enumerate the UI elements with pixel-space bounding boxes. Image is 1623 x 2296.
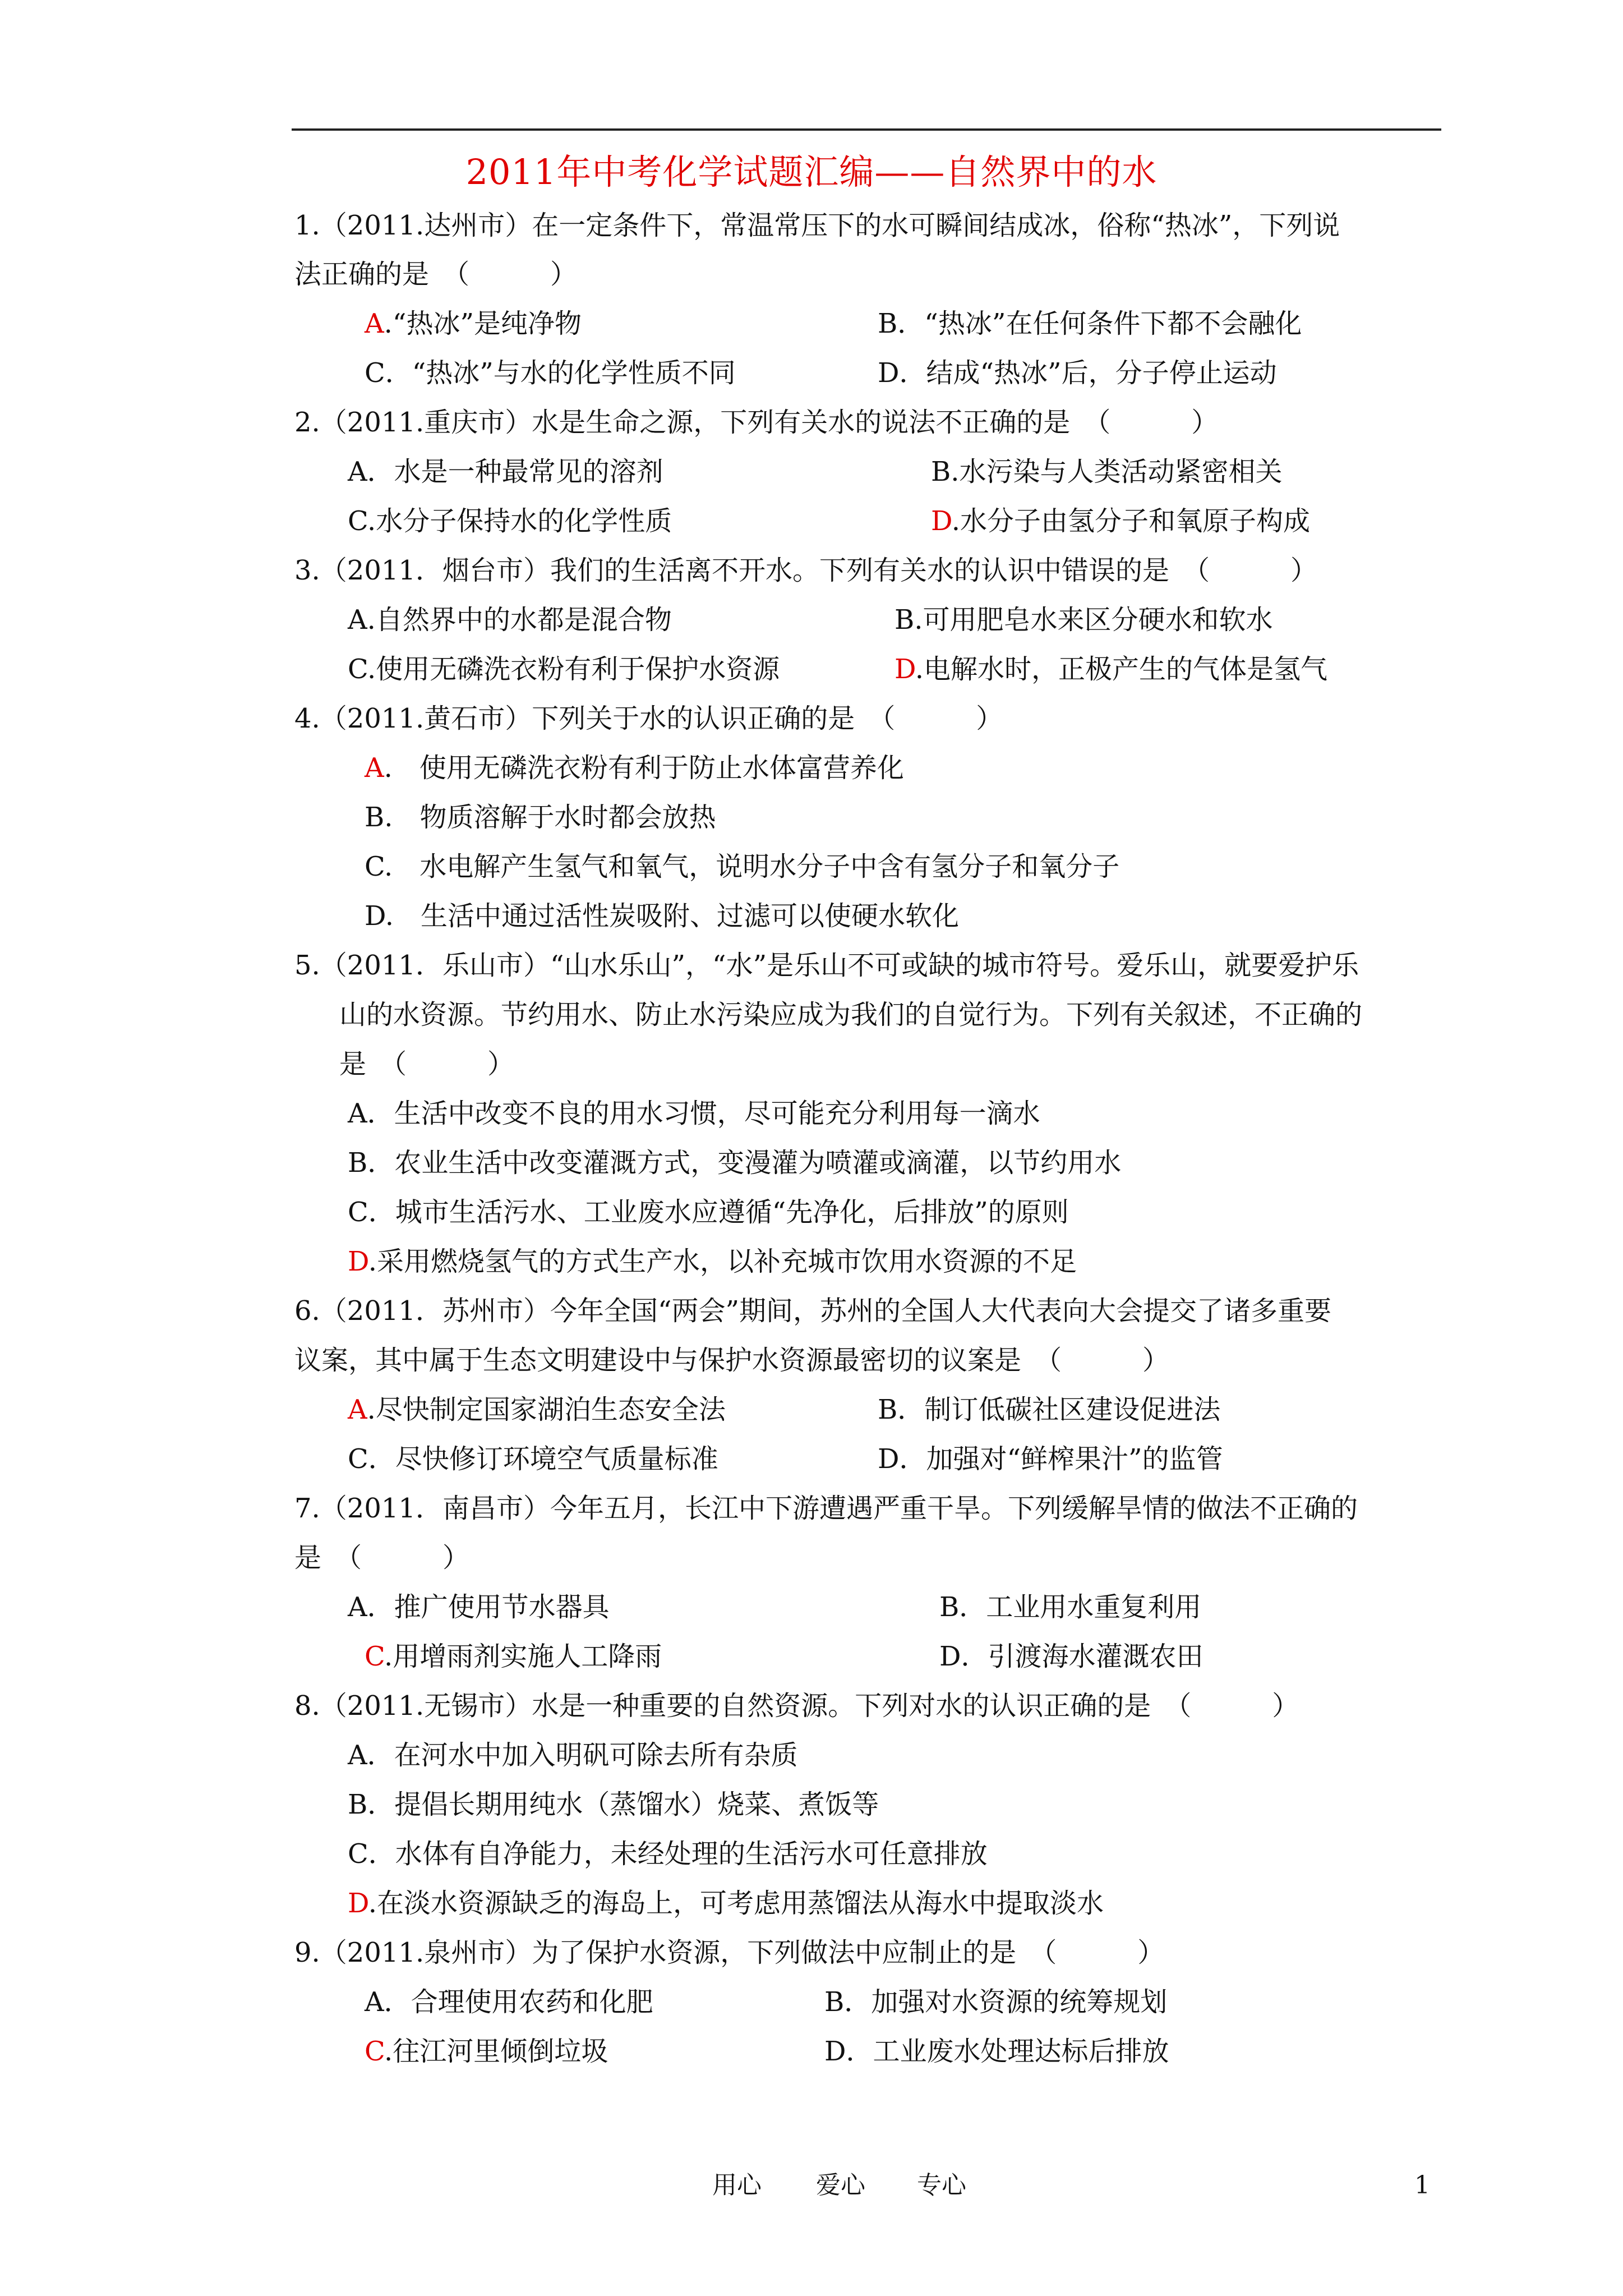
q9-option-a: A．合理使用农药和化肥: [365, 1986, 653, 2018]
answer-key-marker: D: [348, 1888, 368, 1919]
q2-stem-line1: 2.（2011.重庆市）水是生命之源，下列有关水的说法不正确的是 （ ）: [294, 407, 1219, 438]
q1-option-b: B．“热冰”在任何条件下都不会融化: [878, 308, 1302, 339]
q5-option-c: C．城市生活污水、工业废水应遵循“先净化，后排放”的原则: [348, 1197, 1069, 1228]
answer-key-marker: D: [348, 1246, 368, 1277]
q5-option-b: B．农业生活中改变灌溉方式，变漫灌为喷灌或滴灌，以节约用水: [348, 1147, 1122, 1179]
q6-stem-line2: 议案，其中属于生态文明建设中与保护水资源最密切的议案是 （ ）: [294, 1345, 1170, 1376]
q8-stem-line1: 8.（2011.无锡市）水是一种重要的自然资源。下列对水的认识正确的是 （ ）: [294, 1690, 1299, 1722]
q6-option-c: C．尽快修订环境空气质量标准: [348, 1443, 718, 1475]
answer-key-marker: D: [895, 654, 915, 685]
q7-option-b: B．工业用水重复利用: [939, 1591, 1202, 1623]
q3-option-a: A.自然界中的水都是混合物: [348, 604, 672, 636]
q6-option-d: D．加强对“鲜榨果汁”的监管: [878, 1443, 1223, 1475]
q4-option-a: A. 使用无磷洗衣粉有利于防止水体富营养化: [365, 752, 904, 784]
q6-option-b: B．制订低碳社区建设促进法: [878, 1394, 1221, 1425]
q1-option-a: A.“热冰”是纯净物: [365, 308, 582, 339]
q4-stem-line1: 4.（2011.黄石市）下列关于水的认识正确的是 （ ）: [294, 703, 1003, 734]
q5-stem-line1: 5.（2011．乐山市）“山水乐山”，“水”是乐山不可或缺的城市符号。爱乐山，就要爱护乐: [294, 950, 1359, 981]
q2-option-d: D.水分子由氢分子和氧原子构成: [931, 505, 1311, 537]
q1-stem-line2: 法正确的是 （ ）: [294, 259, 578, 290]
q3-option-c: C.使用无磷洗衣粉有利于保护水资源: [348, 654, 780, 685]
q1-option-c: C．“热冰”与水的化学性质不同: [365, 357, 736, 389]
footer-motto-1: 用心: [712, 2171, 762, 2200]
q8-option-c: C．水体有自净能力，未经处理的生活污水可任意排放: [348, 1838, 988, 1870]
page-title: 2011年中考化学试题汇编——自然界中的水: [465, 151, 1158, 192]
q2-option-a: A．水是一种最常见的溶剂: [348, 456, 663, 487]
q8-option-d: D.在淡水资源缺乏的海岛上，可考虑用蒸馏法从海水中提取淡水: [348, 1888, 1104, 1919]
q9-option-b: B．加强对水资源的统筹规划: [824, 1986, 1168, 2018]
q6-stem-line1: 6.（2011．苏州市）今年全国“两会”期间，苏州的全国人大代表向大会提交了诸多重要: [294, 1295, 1332, 1327]
q8-option-a: A．在河水中加入明矾可除去所有杂质: [348, 1740, 798, 1771]
q9-option-d: D．工业废水处理达标后排放: [824, 2036, 1169, 2067]
q7-stem-line2: 是 （ ）: [294, 1542, 470, 1573]
q7-option-d: D．引渡海水灌溉农田: [939, 1641, 1204, 1672]
q1-stem-line1: 1.（2011.达州市）在一定条件下，常温常压下的水可瞬间结成冰，俗称“热冰”，下列说: [294, 210, 1340, 241]
q7-option-c: C.用增雨剂实施人工降雨: [365, 1641, 662, 1672]
q7-option-a: A．推广使用节水器具: [348, 1591, 610, 1623]
q3-stem-line1: 3.（2011．烟台市）我们的生活离不开水。下列有关水的认识中错误的是 （ ）: [294, 555, 1317, 586]
q4-option-b: B. 物质溶解于水时都会放热: [365, 802, 716, 833]
q2-option-c: C.水分子保持水的化学性质: [348, 505, 672, 537]
q3-option-d: D.电解水时，正极产生的气体是氢气: [895, 654, 1328, 685]
q9-stem-line1: 9.（2011.泉州市）为了保护水资源，下列做法中应制止的是 （ ）: [294, 1937, 1165, 1968]
q6-option-a: A.尽快制定国家湖泊生态安全法: [348, 1394, 726, 1425]
q8-option-b: B．提倡长期用纯水（蒸馏水）烧菜、煮饭等: [348, 1789, 879, 1820]
q4-option-c: C. 水电解产生氢气和氧气，说明水分子中含有氢分子和氧分子: [365, 851, 1120, 882]
answer-key-marker: A: [365, 752, 384, 784]
q5-option-d: D.采用燃烧氢气的方式生产水，以补充城市饮用水资源的不足: [348, 1246, 1077, 1277]
q4-option-d: D. 生活中通过活性炭吸附、过滤可以使硬水软化: [365, 900, 960, 932]
header-rule: [292, 128, 1441, 131]
q5-stem-line3: 是 （ ）: [339, 1048, 515, 1080]
answer-key-marker: D: [931, 505, 952, 537]
answer-key-marker: A: [365, 308, 384, 339]
answer-key-marker: A: [348, 1394, 367, 1425]
footer-motto-2: 爱心: [816, 2171, 865, 2200]
page-number: 1: [1414, 2171, 1430, 2200]
q3-option-b: B.可用肥皂水来区分硬水和软水: [895, 604, 1273, 636]
footer-motto-3: 专心: [917, 2171, 966, 2200]
q2-option-b: B.水污染与人类活动紧密相关: [931, 456, 1283, 487]
q1-option-d: D．结成“热冰”后，分子停止运动: [878, 357, 1277, 389]
q5-stem-line2: 山的水资源。节约用水、防止水污染应成为我们的自觉行为。下列有关叙述，不正确的: [339, 999, 1363, 1030]
q5-option-a: A．生活中改变不良的用水习惯，尽可能充分利用每一滴水: [348, 1098, 1040, 1129]
answer-key-marker: C: [365, 2036, 385, 2067]
q9-option-c: C.往江河里倾倒垃圾: [365, 2036, 608, 2067]
answer-key-marker: C: [365, 1641, 385, 1672]
q7-stem-line1: 7.（2011．南昌市）今年五月，长江中下游遭遇严重干旱。下列缓解旱情的做法不正确的: [294, 1493, 1358, 1524]
